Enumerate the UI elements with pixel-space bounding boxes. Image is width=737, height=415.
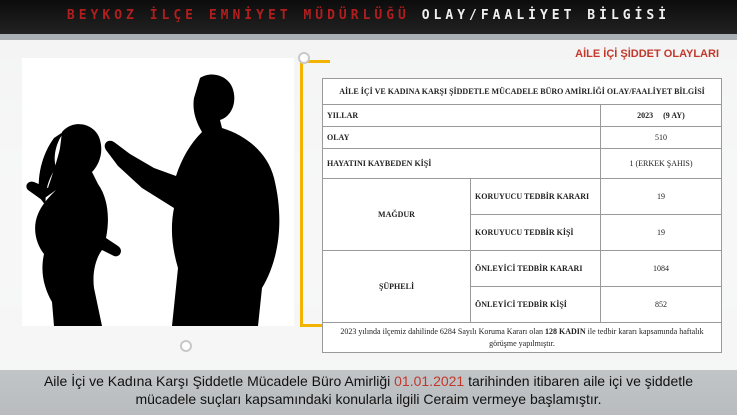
table-note <box>323 323 722 353</box>
note-text: ile tedbir kararı kapsamında haftalık görüşme yapılmıştır. <box>489 326 704 348</box>
footer-text-line2: mücadele suçları kapsamındaki konularla ilgili Ceraim vermeye başlamıştır. <box>135 391 602 407</box>
footer-note <box>0 372 737 408</box>
domestic-violence-silhouette-image <box>22 58 294 326</box>
olay-label: OLAY <box>323 127 601 149</box>
statistics-table <box>322 78 722 353</box>
note-highlight: 128 KADIN <box>545 326 586 336</box>
suspect-row-value: 1084 <box>601 251 722 287</box>
footer-text: tarihinden itibaren aile içi ve şiddetle <box>464 373 694 389</box>
victim-label: MAĞDUR <box>323 179 471 251</box>
suspect-row-label: ÖNLEYİCİ TEDBİR KİŞİ <box>471 287 601 323</box>
table-heading: AİLE İÇİ VE KADINA KARŞI ŞİDDETLE MÜCADELE BÜRO AMİRLİĞİ OLAY/FAALİYET BİLGİSİ <box>323 79 722 105</box>
footer-text: Aile İçi ve Kadına Karşı Şiddetle Mücadele Büro Amirliği <box>43 373 395 389</box>
circle-decoration-icon <box>298 52 310 64</box>
suspect-row-value: 852 <box>601 287 722 323</box>
circle-decoration-icon <box>180 340 192 352</box>
suspect-row-label: ÖNLEYİCİ TEDBİR KARARI <box>471 251 601 287</box>
deceased-label: HAYATINI KAYBEDEN KİŞİ <box>323 149 601 179</box>
footer-date: 01.01.2021 <box>394 373 465 389</box>
title-unit: BEYKOZ İLÇE EMNİYET MÜDÜRLÜĞÜ <box>66 8 410 23</box>
gold-frame-left <box>300 60 303 326</box>
suspect-label: ŞÜPHELİ <box>323 251 471 323</box>
page-title <box>0 8 737 23</box>
section-title: AİLE İÇİ ŞİDDET OLAYLARI <box>575 48 719 60</box>
victim-row-value: 19 <box>601 215 722 251</box>
years-value: 2023 (9 AY) <box>601 105 722 127</box>
victim-row-label: KORUYUCU TEDBİR KARARI <box>471 179 601 215</box>
deceased-value: 1 (ERKEK ŞAHIS) <box>601 149 722 179</box>
title-subject: OLAY/FAALİYET BİLGİSİ <box>421 8 671 23</box>
note-text: 2023 yılında ilçemiz dahilinde 6284 Sayılı Koruma Kararı olan <box>340 326 545 336</box>
silhouette-graphic <box>22 58 294 326</box>
olay-value: 510 <box>601 127 722 149</box>
victim-row-value: 19 <box>601 179 722 215</box>
years-label: YILLAR <box>323 105 601 127</box>
victim-row-label: KORUYUCU TEDBİR KİŞİ <box>471 215 601 251</box>
